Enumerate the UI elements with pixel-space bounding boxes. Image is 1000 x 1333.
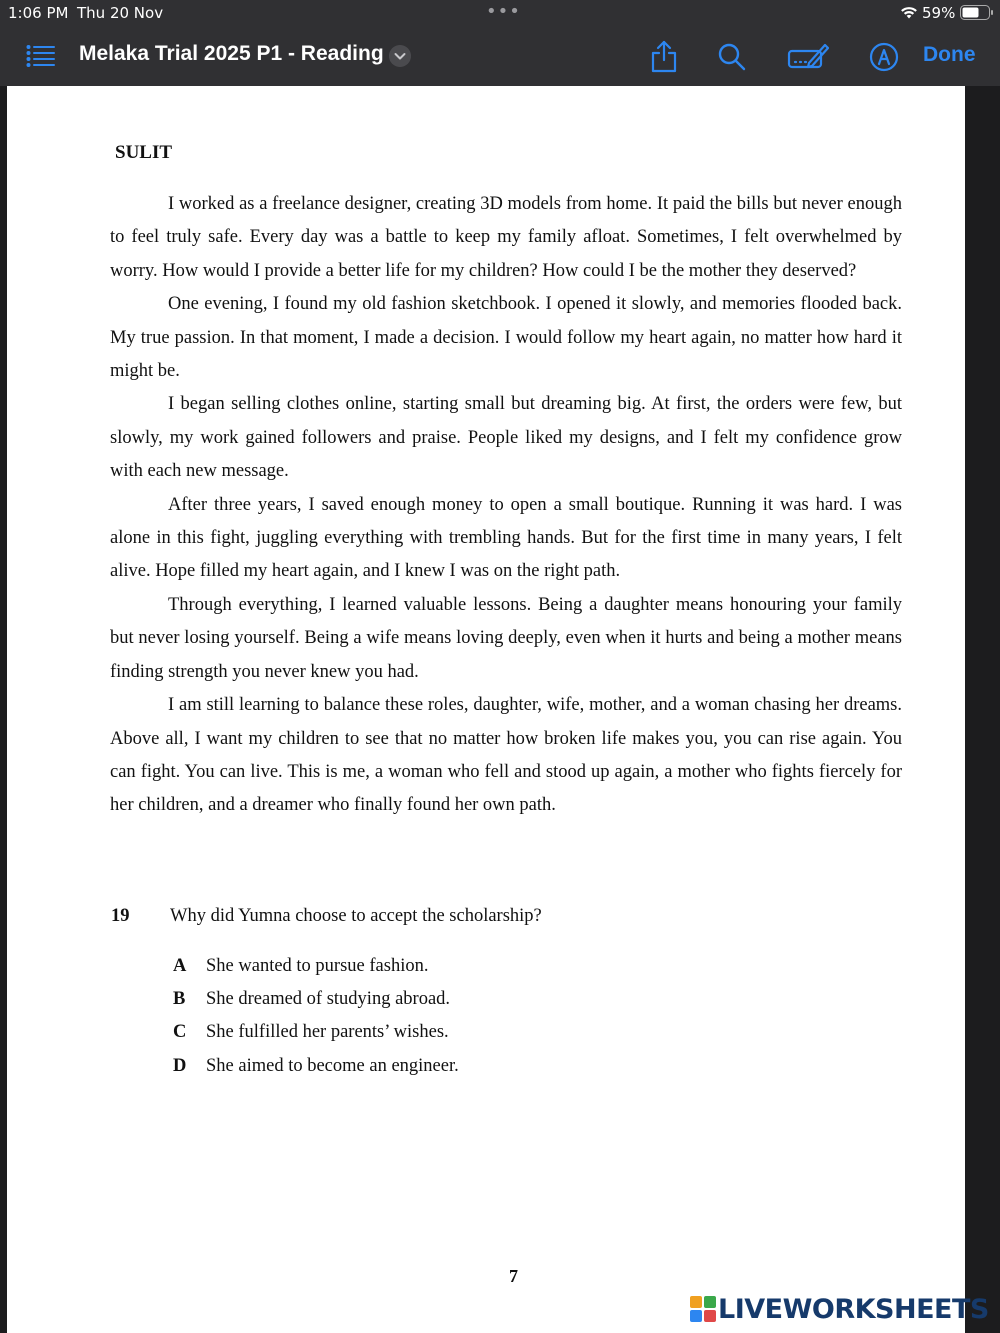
passage-paragraph: One evening, I found my old fashion sketchbook. I opened it slowly, and memories flooded back. My true passion. In that moment, I made a decision. I would follow my heart again, no matter how hard it might be. xyxy=(110,294,902,382)
wifi-icon xyxy=(899,4,919,20)
liveworksheets-watermark xyxy=(690,1292,989,1326)
reading-passage xyxy=(110,188,902,823)
multitasking-dots-icon[interactable]: ••• xyxy=(486,1,521,22)
battery-percentage: 59% xyxy=(922,4,956,22)
status-time: 1:06 PM xyxy=(8,4,69,22)
document-toolbar xyxy=(0,26,1000,86)
document-header: SULIT xyxy=(115,142,173,163)
option-letter: B xyxy=(173,989,186,1009)
pencil-circle-icon[interactable] xyxy=(869,42,899,72)
done-button[interactable]: Done xyxy=(923,43,976,66)
option-text: She dreamed of studying abroad. xyxy=(206,989,451,1009)
list-icon[interactable] xyxy=(26,44,56,68)
liveworksheets-logo-icon xyxy=(690,1296,716,1322)
passage-paragraph: I worked as a freelance designer, creating 3D models from home. It paid the bills but never enough to feel truly safe. Every day was a battle to keep my family afloat. Sometimes, I felt overwhelmed by worry. How would I provide a better life for my children? How could I be the mother they deserved? xyxy=(110,194,902,281)
passage-paragraph: Through everything, I learned valuable lessons. Being a daughter means honouring your family but never losing yourself. Being a wife means loving deeply, even when it hurts and being a mother means finding strength you never knew you had. xyxy=(110,594,902,682)
share-icon[interactable] xyxy=(650,39,678,73)
document-page xyxy=(7,86,965,1333)
page-number: 7 xyxy=(509,1266,518,1286)
option-text: She aimed to become an engineer. xyxy=(206,1056,459,1076)
watermark-text: LIVEWORKSHEETS xyxy=(718,1293,989,1325)
search-icon[interactable] xyxy=(717,42,747,72)
option-text: She fulfilled her parents’ wishes. xyxy=(206,1022,449,1042)
option-letter: C xyxy=(173,1022,187,1042)
question-number: 19 xyxy=(111,906,130,926)
option-letter: D xyxy=(173,1056,187,1076)
markup-icon[interactable] xyxy=(787,41,829,71)
question-text: Why did Yumna choose to accept the scholarship? xyxy=(170,906,542,926)
passage-paragraph: I am still learning to balance these roles, daughter, wife, mother, and a woman chasing her dreams. Above all, I want my children to see that no matter how broken life makes you, you can rise again. You can fight. You can live. This is me, a woman who fell and stood up again, a mother who fights fiercely for her children, and a dreamer who finally found her own path. xyxy=(110,695,902,816)
status-bar xyxy=(0,0,1000,26)
status-date: Thu 20 Nov xyxy=(77,4,164,22)
passage-paragraph: I began selling clothes online, starting small but dreaming big. At first, the orders were few, but slowly, my work gained followers and praise. People liked my designs, and I felt my confidence grow with each new message. xyxy=(110,394,902,482)
option-text: She wanted to pursue fashion. xyxy=(206,956,429,976)
option-letter: A xyxy=(173,956,187,976)
passage-paragraph: After three years, I saved enough money to open a small boutique. Running it was hard. I was alone in this fight, juggling everything with trembling hands. But for the first time in many years, I felt alive. Hope filled my heart again, and I knew I was on the right path. xyxy=(110,494,902,582)
chevron-down-icon[interactable] xyxy=(389,45,411,67)
document-title[interactable]: Melaka Trial 2025 P1 - Reading xyxy=(79,42,384,65)
battery-icon xyxy=(960,5,994,20)
